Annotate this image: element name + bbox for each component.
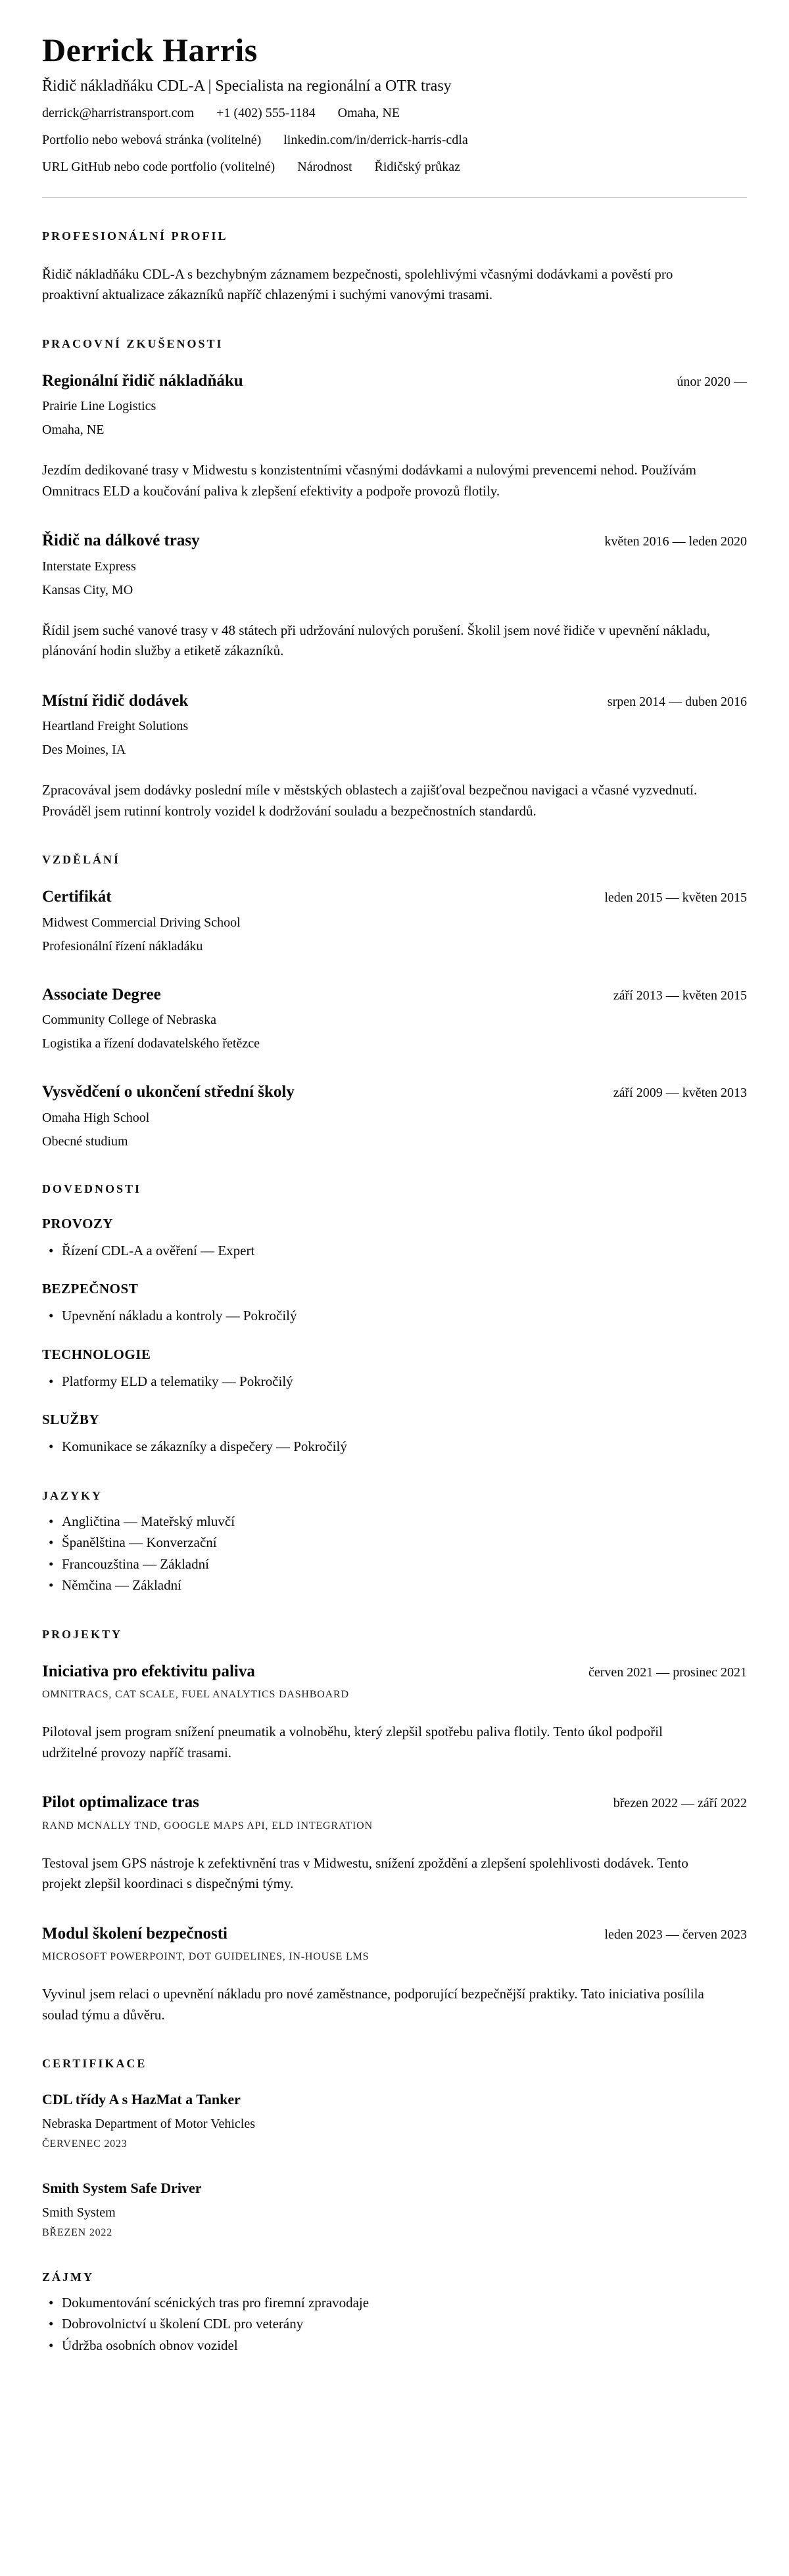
section-skills: [42, 1182, 747, 1458]
job-location: Omaha, NE: [42, 423, 105, 437]
section-certifications: [42, 2057, 747, 2238]
language-item: • Španělština — Konverzační: [42, 1532, 747, 1553]
interest-list: [42, 2292, 747, 2357]
project-tools: OMNITRACS, CAT SCALE, FUEL ANALYTICS DASHBOARD: [42, 1689, 349, 1701]
project-entry: [42, 1792, 747, 1895]
skill-list: [42, 1305, 747, 1327]
skill-group: [42, 1216, 747, 1262]
project-header: [42, 1792, 747, 1814]
skill-category: BEZPEČNOST: [42, 1281, 139, 1297]
job-location: Kansas City, MO: [42, 582, 133, 597]
email-text: derrick@harristransport.com: [42, 105, 195, 120]
nationality-label: Národnost: [297, 159, 352, 174]
section-languages: [42, 1489, 747, 1596]
job-description: Jezdím dedikované trasy v Midwestu s konzistentními včasnými dodávkami a nulovými prevencemi nehod. Používám Omnitracs ELD a koučování paliva k zlepšení efektivity a podpoře provozů flotily.: [42, 462, 696, 499]
interest-item: • Údržba osobních obnov vozidel: [42, 2335, 747, 2357]
certification-name: CDL třídy A s HazMat a Tanker: [42, 2091, 241, 2108]
job-title: Regionální řidič nákladňáku: [42, 371, 243, 390]
education-field: Profesionální řízení nákladáku: [42, 938, 203, 954]
job-company: Interstate Express: [42, 559, 136, 574]
education-school: Community College of Nebraska: [42, 1013, 216, 1027]
project-dates: březen 2022 — září 2022: [613, 1796, 747, 1811]
job-entry: [42, 530, 747, 662]
education-header: [42, 886, 747, 908]
education-degree: Associate Degree: [42, 985, 161, 1003]
project-dates: leden 2023 — červen 2023: [604, 1927, 747, 1942]
location-text: Omaha, NE: [337, 105, 400, 120]
header-divider: [42, 197, 747, 198]
job-header: [42, 691, 747, 712]
certification-issuer: Smith System: [42, 2205, 116, 2220]
section-heading-interests: ZÁJMY: [42, 2270, 94, 2284]
job-header: [42, 530, 747, 552]
job-company: Heartland Freight Solutions: [42, 719, 189, 733]
education-school: Midwest Commercial Driving School: [42, 915, 241, 930]
certification-name: Smith System Safe Driver: [42, 2179, 202, 2196]
skill-group: [42, 1412, 747, 1458]
job-company: Prairie Line Logistics: [42, 399, 156, 413]
project-description: Pilotoval jsem program snížení pneumatik a volnoběhu, který zlepšil spotřebu paliva flotily. Tento úkol podpořil udržitelné provozy napříč trasami.: [42, 1724, 663, 1760]
project-header: [42, 1661, 747, 1683]
section-projects: [42, 1628, 747, 2026]
project-tools: MICROSOFT POWERPOINT, DOT GUIDELINES, IN-HOUSE LMS: [42, 1951, 370, 1963]
certification-entry: [42, 2179, 747, 2239]
language-item: • Francouzština — Základní: [42, 1553, 747, 1575]
contact-row-3: [42, 158, 747, 176]
education-degree: Certifikát: [42, 888, 112, 906]
certification-date: BŘEZEN 2022: [42, 2226, 113, 2238]
job-entry: [42, 691, 747, 822]
section-heading-profile: PROFESIONÁLNÍ PROFIL: [42, 229, 228, 242]
interest-item: • Dokumentování scénických tras pro firemní zpravodaje: [42, 2292, 747, 2314]
contact-row-1: [42, 104, 747, 122]
section-heading-projects: PROJEKTY: [42, 1627, 123, 1641]
education-dates: září 2009 — květen 2013: [613, 1086, 747, 1100]
language-item: • Němčina — Základní: [42, 1575, 747, 1596]
section-profile: [42, 229, 747, 306]
job-header: [42, 371, 747, 392]
section-experience: [42, 337, 747, 822]
section-interests: [42, 2270, 747, 2357]
linkedin-text: linkedin.com/in/derrick-harris-cdla: [283, 132, 468, 147]
project-entry: [42, 1923, 747, 2026]
skill-group: [42, 1346, 747, 1392]
project-entry: [42, 1661, 747, 1764]
job-title: Místní řidič dodávek: [42, 691, 189, 710]
language-list: [42, 1511, 747, 1596]
education-school: Omaha High School: [42, 1110, 150, 1125]
project-tools: RAND MCNALLY TND, GOOGLE MAPS API, ELD INTEGRATION: [42, 1820, 373, 1831]
profile-text: Řidič nákladňáku CDL-A s bezchybným záznamem bezpečnosti, spolehlivými včasnými dodávkami a pověstí pro proaktivní aktualizace zákazníků napříč chlazenými i suchými vanovými trasami.: [42, 265, 673, 302]
job-description: Řídil jsem suché vanové trasy v 48 státech při udržování nulových porušení. Školil jsem nové řidiče v upevnění nákladu, plánování hodin služby a etiketě zákazníků.: [42, 622, 710, 658]
education-field: Obecné studium: [42, 1134, 128, 1149]
portfolio-placeholder-text: Portfolio nebo webová stránka (volitelné): [42, 132, 262, 147]
project-title: Pilot optimalizace tras: [42, 1793, 199, 1812]
skill-list: [42, 1371, 747, 1392]
interest-item: • Dobrovolnictví u školení CDL pro veterány: [42, 2313, 747, 2335]
project-description: Vyvinul jsem relaci o upevnění nákladu pro nové zaměstnance, podporující bezpečnější praktiky. Tato iniciativa posílila soulad týmu a důvěru.: [42, 1986, 704, 2023]
skill-group: [42, 1281, 747, 1327]
education-dates: leden 2015 — květen 2015: [604, 890, 747, 905]
skill-item: • Upevnění nákladu a kontroly — Pokročilý: [42, 1305, 747, 1327]
section-heading-education: VZDĚLÁNÍ: [42, 853, 121, 866]
section-education: [42, 853, 747, 1151]
education-header: [42, 984, 747, 1006]
skill-item: • Komunikace se zákazníky a dispečery — Pokročilý: [42, 1436, 747, 1458]
job-description: Zpracovával jsem dodávky poslední míle v městských oblastech a zajišťoval bezpečnou navigaci a včasné vyzvednutí. Prováděl jsem rutinní kontroly vozidel k dodržování souladu a bezpečnostních standardů.: [42, 782, 698, 819]
education-header: [42, 1082, 747, 1103]
education-degree: Vysvědčení o ukončení střední školy: [42, 1083, 295, 1101]
github-placeholder-text: URL GitHub nebo code portfolio (volitelné): [42, 159, 275, 174]
certification-date: ČERVENEC 2023: [42, 2138, 128, 2150]
education-entry: [42, 984, 747, 1053]
job-dates: únor 2020 —: [677, 374, 747, 389]
education-entry: [42, 1082, 747, 1151]
section-heading-languages: JAZYKY: [42, 1488, 103, 1502]
education-dates: září 2013 — květen 2015: [613, 988, 747, 1003]
project-title: Iniciativa pro efektivitu paliva: [42, 1662, 255, 1680]
project-description: Testoval jsem GPS nástroje k zefektivnění tras v Midwestu, snížení zpoždění a zlepšení spolehlivosti dodávek. Tento projekt zlepšil koordinaci s dispečnými týmy.: [42, 1854, 688, 1892]
certification-entry: [42, 2090, 747, 2150]
skill-item: • Řízení CDL-A a ověření — Expert: [42, 1240, 747, 1262]
candidate-name: Derrick Harris: [42, 32, 258, 68]
resume-header: [42, 32, 747, 198]
skill-list: [42, 1436, 747, 1458]
education-field: Logistika a řízení dodavatelského řetězce: [42, 1036, 260, 1051]
language-item: • Angličtina — Mateřský mluvčí: [42, 1511, 747, 1532]
job-dates: květen 2016 — leden 2020: [604, 534, 747, 549]
education-entry: [42, 886, 747, 955]
job-entry: [42, 371, 747, 502]
skill-list: [42, 1240, 747, 1262]
candidate-headline: Řidič nákladňáku CDL-A | Specialista na regionální a OTR trasy: [42, 77, 452, 95]
section-heading-skills: DOVEDNOSTI: [42, 1182, 142, 1195]
section-heading-experience: PRACOVNÍ ZKUŠENOSTI: [42, 336, 224, 350]
skill-item: • Platformy ELD a telematiky — Pokročilý: [42, 1371, 747, 1392]
job-title: Řidič na dálkové trasy: [42, 532, 200, 549]
project-dates: červen 2021 — prosinec 2021: [588, 1665, 747, 1680]
phone-text: +1 (402) 555-1184: [216, 105, 316, 120]
skill-category: TECHNOLOGIE: [42, 1346, 151, 1362]
section-heading-certifications: CERTIFIKACE: [42, 2057, 147, 2071]
job-dates: srpen 2014 — duben 2016: [607, 694, 747, 709]
driving-license-label: Řidičský průkaz: [374, 159, 461, 174]
project-title: Modul školení bezpečnosti: [42, 1924, 227, 1943]
skill-category: SLUŽBY: [42, 1412, 100, 1428]
skill-category: PROVOZY: [42, 1215, 114, 1231]
contact-row-2: [42, 131, 747, 149]
project-header: [42, 1923, 747, 1945]
certification-issuer: Nebraska Department of Motor Vehicles: [42, 2116, 255, 2131]
job-location: Des Moines, IA: [42, 743, 126, 757]
